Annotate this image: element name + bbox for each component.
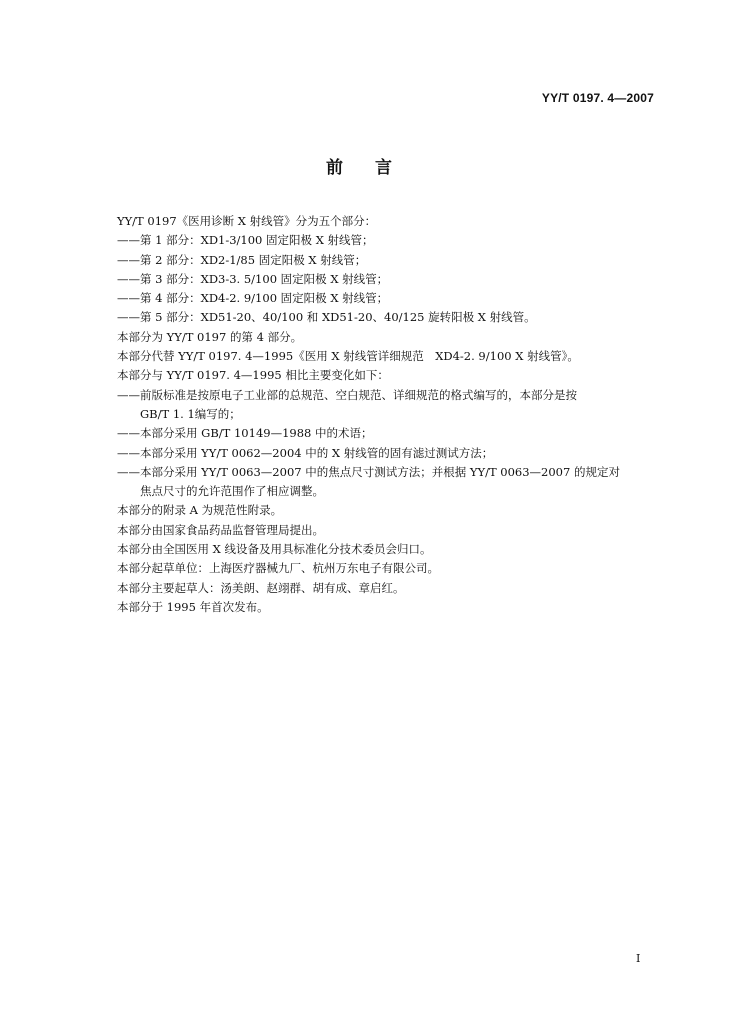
list-item: ——第 4 部分：XD4-2. 9/100 固定阳极 X 射线管；: [117, 291, 389, 306]
page-title: 前言: [326, 158, 424, 178]
list-item: ——第 2 部分：XD2-1/85 固定阳极 X 射线管；: [117, 252, 367, 267]
paragraph-line: YY/T 0197《医用诊断 X 射线管》分为五个部分：: [117, 214, 377, 228]
page-number: I: [636, 952, 641, 965]
list-item: ——第 1 部分：XD1-3/100 固定阳极 X 射线管；: [117, 233, 374, 248]
list-item-continuation: 焦点尺寸的允许范围作了相应调整。: [140, 484, 324, 499]
paragraph-line: 本部分由全国医用 X 线设备及用具标准化分技术委员会归口。: [117, 542, 432, 557]
paragraph-line: 本部分主要起草人：汤美朗、赵翊群、胡有成、章启红。: [117, 580, 405, 595]
list-item: ——本部分采用 YY/T 0063—2007 中的焦点尺寸测试方法；并根据 YY/T 0063—2007 的规定对: [117, 464, 620, 479]
list-item-continuation: GB/T 1. 1编写的；: [140, 406, 241, 421]
paragraph-line: 本部分起草单位：上海医疗器械九厂、杭州万东电子有限公司。: [117, 561, 439, 576]
list-item: ——第 5 部分：XD51-20、40/100 和 XD51-20、40/125 旋转阳极 X 射线管。: [117, 310, 536, 325]
list-item: ——前版标准是按原电子工业部的总规范、空白规范、详细规范的格式编写的，本部分是按: [117, 387, 577, 402]
paragraph-line: 本部分于 1995 年首次发布。: [117, 599, 269, 614]
foreword-body: [117, 212, 657, 617]
list-item: ——本部分采用 YY/T 0062—2004 中的 X 射线管的固有滤过测试方法；: [117, 445, 494, 460]
paragraph-line: 本部分为 YY/T 0197 的第 4 部分。: [117, 329, 303, 344]
document-code: YY/T 0197. 4—2007: [541, 91, 654, 105]
paragraph-line: 本部分的附录 A 为规范性附录。: [117, 503, 283, 518]
list-item: ——本部分采用 GB/T 10149—1988 中的术语；: [117, 426, 373, 441]
paragraph-line: 本部分与 YY/T 0197. 4—1995 相比主要变化如下：: [117, 368, 389, 383]
paragraph-line: 本部分由国家食品药品监督管理局提出。: [117, 522, 324, 537]
list-item: ——第 3 部分：XD3-3. 5/100 固定阳极 X 射线管；: [117, 271, 389, 286]
paragraph-line: 本部分代替 YY/T 0197. 4—1995《医用 X 射线管详细规范 XD4-2. 9/100 X 射线管》。: [117, 349, 579, 364]
